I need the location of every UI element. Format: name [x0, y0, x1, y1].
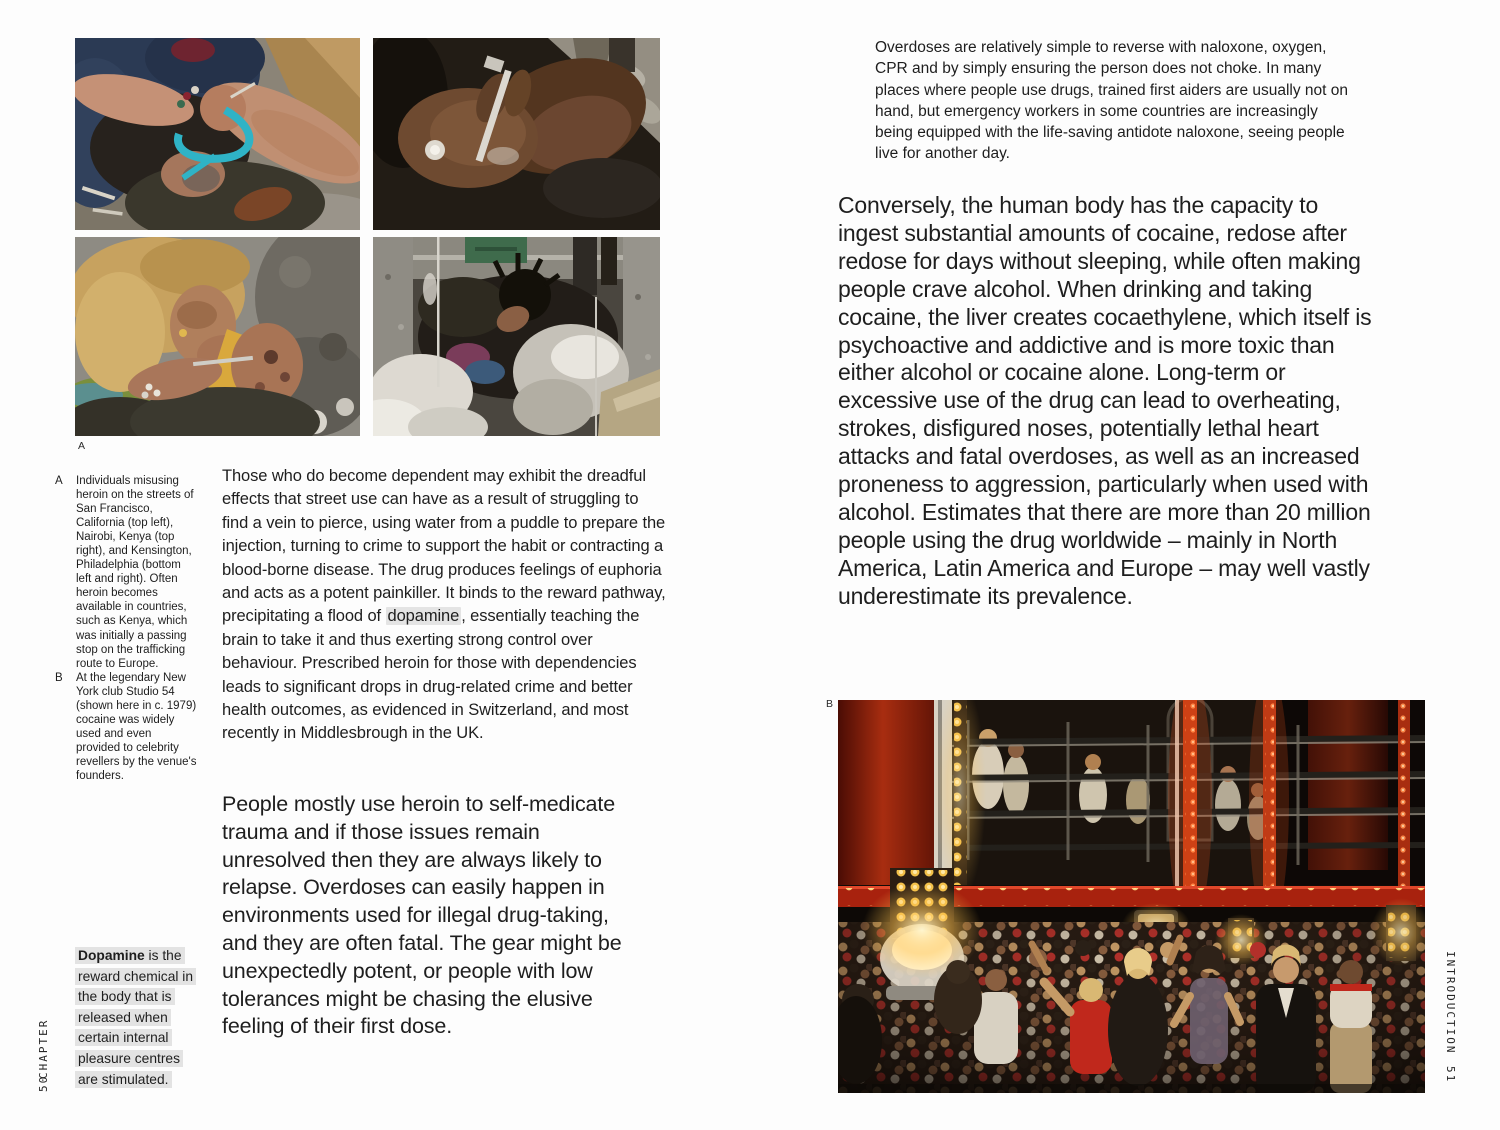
photo-kensington-2 — [373, 237, 660, 436]
caption-a-text: Individuals misusing heroin on the streets of San Francisco, California (top left), Nairobi, Kenya (top right), and Kensington, Philadelphia (bottom left and right). Often heroin becomes available in countries, such as Kenya, which was initially a passing stop on the trafficking route to Europe. — [76, 475, 194, 670]
caption-a — [55, 474, 197, 671]
caption-list — [55, 474, 197, 783]
caption-b — [55, 671, 197, 783]
body-paragraph-cocaine: Conversely, the human body has the capacity to ingest substantial amounts of cocaine, redose after redose for days without sleeping, while often making people crave alcohol. When drinking and taking cocaine, the liver creates cocaethylene, which itself is psychoactive and addictive and is more toxic than either alcohol or cocaine alone. Long-term or excessive use of the drug can lead to overheating, strokes, disfigured noses, potentially lethal heart attacks and fatal overdoses, as well as an increased proneness to aggression, particularly when used with alcohol. Estimates that there are more than 20 million people using the drug worldwide – mainly in North America, Latin America and Europe – may well vastly underestimate its prevalence. — [838, 192, 1372, 609]
photo-kensington-1 — [75, 237, 360, 436]
figure-b-label: B — [826, 698, 834, 710]
body-paragraph-naloxone: Overdoses are relatively simple to reverse with naloxone, oxygen, CPR and by simply ensuring the person does not choke. In many places where people use drugs, trained first aiders are usually not on hand, but emergency workers in some countries are increasingly being equipped with the life-saving antidote naloxone, seeing people live for another day. — [875, 39, 1349, 163]
glossary-definition: is the reward chemical in the body that is released when certain internal pleasure centres are stimulated. — [78, 948, 194, 1087]
caption-b-label: B — [55, 671, 63, 684]
photo-studio54 — [838, 700, 1425, 1093]
spine-label-introduction: INTRODUCTION — [1444, 951, 1457, 1055]
glossary-term-inline-dopamine: dopamine — [387, 607, 460, 626]
spine-label-chapter: CHAPTER — [37, 1018, 50, 1079]
figure-a-photo-grid — [75, 38, 660, 436]
page-number-right: 51 — [1444, 1066, 1457, 1084]
glossary-term: Dopamine — [78, 948, 145, 963]
figure-a-label: A — [78, 440, 86, 452]
paragraph-text-pre: Those who do become dependent may exhibit the dreadful effects that street use can have as a result of struggling to find a vein to pierce, using water from a puddle to prepare the injection, turning to crime to support the habit or contracting a blood-borne disease. The drug produces feelings of euphoria and acts as a potent painkiller. It binds to the reward pathway, precipitating a flood of — [222, 467, 666, 626]
caption-b-text: At the legendary New York club Studio 54 (shown here in c. 1979) cocaine was widely used and even provided to celebrity revellers by the venue's founders. — [76, 671, 197, 782]
paragraph-text-post: , essentially teaching the brain to take it and thus exerting strong control over behaviour. Prescribed heroin for those with dependencies leads to significant drops in drug-related crime and better health outcomes, as evidenced in Switzerland, and most recently in Middlesbrough in the UK. — [222, 607, 640, 743]
glossary-note-dopamine — [75, 946, 195, 1090]
body-paragraph-heroin-effects — [222, 465, 669, 746]
photo-san-francisco — [75, 38, 360, 230]
photo-nairobi — [373, 38, 660, 230]
caption-a-label: A — [55, 475, 63, 487]
body-paragraph-heroin-use: People mostly use heroin to self-medicate trauma and if those issues remain unresolved then they are always likely to relapse. Overdoses can easily happen in environments used for illegal drug-taking, and they are often fatal. The gear might be unexpectedly potent, or people with low tolerances might be chasing the elusive feeling of their first dose. — [222, 792, 622, 1039]
page-number-left: 50 — [37, 1074, 50, 1092]
